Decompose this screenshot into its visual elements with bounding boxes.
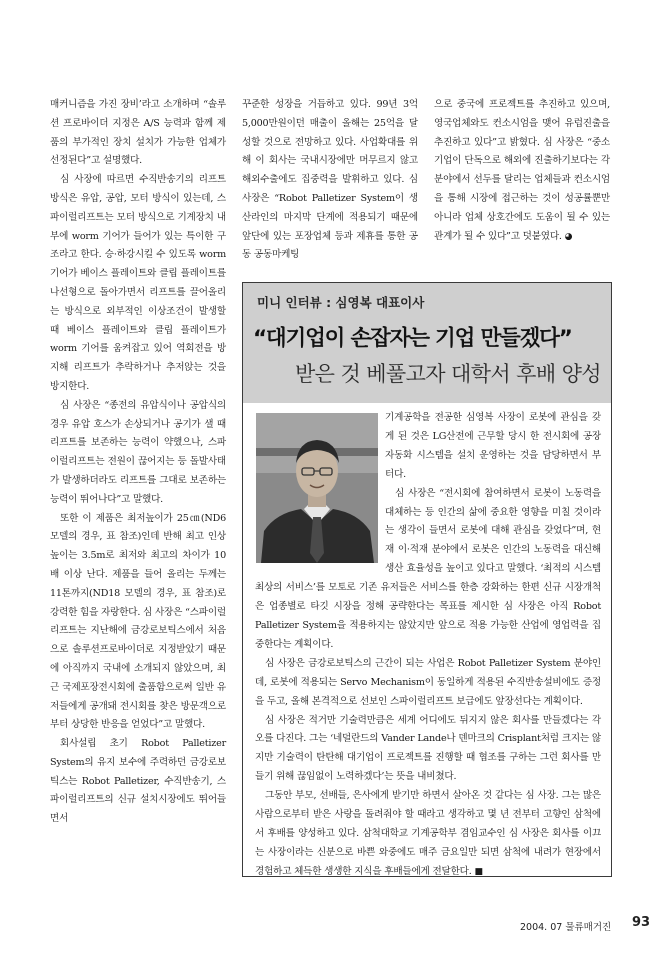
- paragraph: [434, 96, 610, 246]
- mini-interview-box: [242, 282, 612, 877]
- interview-headline: “대기업이 손잡자는 기업 만들겠다”: [253, 326, 572, 351]
- interview-subheadline: 받은 것 베풀고자 대학서 후배 양성: [295, 362, 601, 386]
- article-column-3: [434, 96, 610, 246]
- paragraph: [255, 787, 601, 882]
- interview-label: 미니 인터뷰 : 심영복 대표이사: [257, 295, 425, 310]
- end-mark-icon: ■: [474, 866, 483, 877]
- paragraph: 회사설립 초기 Robot Palletizer System의 유지 보수에 주력하던 금강로보틱스는 Robot Palletizer, 수직반송기, 스파이럴리프트의 신규 설치시장에도 뛰어들면서: [50, 738, 226, 825]
- paragraph: 심 사장에 따르면 수직반송기의 리프트 방식은 유압, 공압, 모터 방식이 있는데, 스파이럴리프트는 모터 방식으로 기계장치 내부에 worm 기어가 들어가 있는 특이한 구조라고 한다. 승·하강시킬 수 있도록 worm 기어가 베이스 플레이트와 클립 플레이트를 나선형으로 돌아가면서 리프트를 끌어올리는 방식으로 외부적인 이상조건이 발생할 때 베이스 플레이트와 클립 플레이트가 worm 기어를 움켜잡고 있어 역회전을 방지해 리프트가 추락하거나 추저앉는 것을 방지한다.: [50, 174, 226, 392]
- paragraph-text: 그동안 부모, 선배들, 은사에게 받기만 하면서 살아온 것 같다는 심 사장. 그는 많은 사람으로부터 받은 사랑을 돌려줘야 할 때라고 생각하고 몇 년 전부터 고향인 삼척에서 후배를 양성하고 있다. 삼척대학교 기계공학부 겸임교수인 심 사장은 회사를 이끄는 사장이라는 신분으로 바쁜 와중에도 매주 금요일만 되면 삼척에 내려가 현장에서 경험하고 체득한 생생한 지식을 후배들에게 전달한다.: [255, 790, 601, 877]
- interview-body: [255, 409, 601, 882]
- paragraph: 꾸준한 성장을 거듭하고 있다. 99년 3억 5,000만원이던 매출이 올해는 25억을 달성할 것으로 전망하고 있다. 사업확대를 위해 이 회사는 국내시장에만 머무르지 않고 해외수출에도 집중력을 발휘하고 있다. 심 사장은 “Robot Palletizer System이 생산라인의 마지막 단계에 적용되기 때문에 앞단에 있는 포장업체 등과 제휴를 통한 공동 공동마케팅: [242, 99, 418, 261]
- paragraph: 심 사장은 적거만 기술력만큼은 세계 어디에도 뒤지지 않은 회사를 만들겠다는 각오를 다진다. 그는 ‘네덜란드의 Vander Lande나 덴마크의 Crisplant처럼 크지는 않지만 기술력이 탄탄해 대기업이 프로젝트를 진행할 때 협조를 구하는 그런 회사를 만들기 위해 끊임없이 노력하겠다’는 뜻을 내비쳤다.: [255, 714, 601, 783]
- paragraph: 심 사장은 “종전의 유압식이나 공압식의 경우 유압 호스가 손상되거나 공기가 샐 때 리프트를 보존하는 능력이 약했으나, 스파이럴리프트는 전원이 끊어지는 등 돌발사태가 발생하더라도 리프트를 그대로 보존하는 능력이 뛰어나다”고 말했다.: [50, 399, 226, 505]
- interview-header: [243, 283, 611, 403]
- page-number: 93: [632, 915, 651, 930]
- end-mark-icon: ◕: [564, 231, 573, 242]
- paragraph: 심 사장은 금강로보틱스의 근간이 되는 사업은 Robot Palletizer System 분야인데, 로봇에 적용되는 Servo Mechanism이 동일하게 적용된 수직반송설비에도 증정을 두고, 올해 본격적으로 선보인 스파이럴리프트 보급에도 앞장선다는 계획이다.: [255, 657, 601, 707]
- article-column-1: [50, 96, 226, 829]
- issue-footer: 2004. 07 물류매거진: [520, 922, 612, 933]
- paragraph: 또한 이 제품은 최저높이가 25㎝(ND6 모델의 경우, 표 참조)인데 반해 최고 인상높이는 3.5m로 최저와 최고의 차이가 10배 이상 난다. 제품을 들어 올리는 두께는 11톤까지(ND18 모델의 경우, 표 참조)로 강력한 힘을 자랑한다. 심 사장은 “스파이럴리프트는 지난해에 금강로보틱스에서 처음으로 솔루션프로바이더로 지정받았기 때문에 아직까지 국내에 소개되지 않았으며, 최근 국제포장전시회에 출품함으로써 일반 유저들에게 공개돼 전시회를 찾은 방문객으로부터 상당한 반응을 얻었다”고 말했다.: [50, 512, 226, 731]
- paragraph: 매커니즘을 가진 장비’라고 소개하며 “솔루션 프로바이더 지정은 A/S 능력과 함께 제품의 부가적인 장치 설치가 가능한 업체가 선정된다”고 설명했다.: [50, 99, 226, 167]
- paragraph: 심 사장은 “전시회에 참여하면서 로봇이 노동력을 대체하는 등 인간의 삶에 중요한 영향을 미칠 것이라는 생각이 들면서 로봇에 대해 관심을 갖었다”며, 현재 이·적재 분야에서 로봇은 인간의 노동력을 대신해 생산 효율성을 높이고 있다고 말했다. ‘최적의 시스템 최상의 서비스’를 모토로 기존 유저들은 서비스를 한층 강화하는 한편 신규 시장개척은 업종별로 타깃 시장을 정해 공략한다는 목표를 제시한 심 사장은 아직 Robot Palletizer System을 적용하지는 않았지만 앞으로 적용 가능한 산업에 영업력을 집중한다는 계획이다.: [255, 487, 601, 650]
- article-column-2: [242, 96, 418, 265]
- paragraph: 기계공학을 전공한 심영복 사장이 로봇에 관심을 갖게 된 것은 LG산전에 근무할 당시 한 전시회에 공장자동화 시스템을 설치 운영하는 것을 담당하면서 부터다.: [385, 412, 601, 480]
- paragraph-text: 으로 중국에 프로젝트를 추진하고 있으며, 영국업체와도 컨소시엄을 맺어 유럽진출을 추진하고 있다”고 밝혔다. 심 사장은 “중소기업이 단독으로 해외에 진출하기보다는 각 분야에서 선두를 달리는 업체들과 컨소시엄을 통해 시장에 접근하는 것이 성공률뿐만 아니라 업체 상호간에도 도움이 될 수 있는 관계가 될 수 있다”고 덧붙였다.: [434, 99, 610, 242]
